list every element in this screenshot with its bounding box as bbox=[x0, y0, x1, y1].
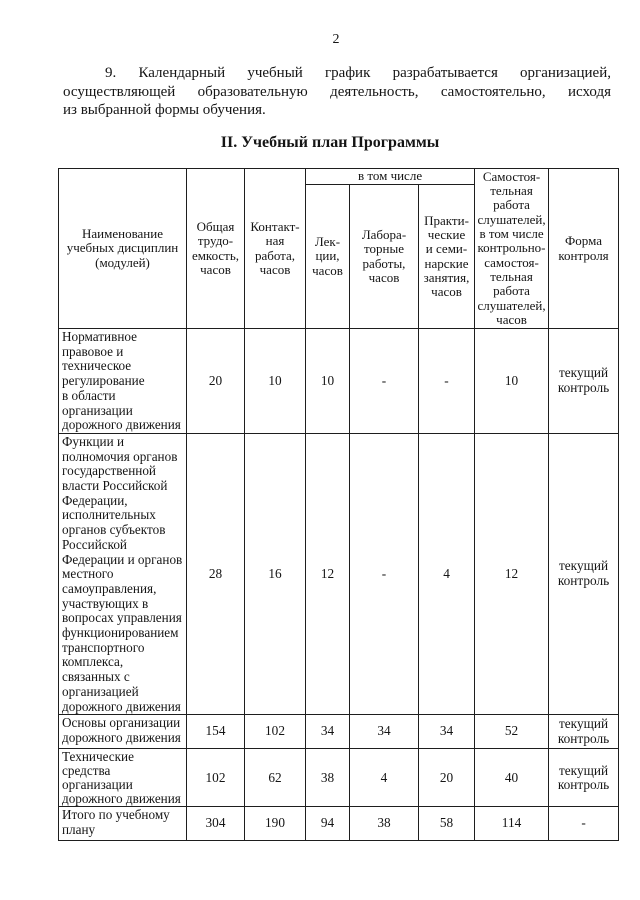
section-title: II. Учебный план Программы bbox=[220, 134, 440, 151]
cell-lab-hours: 4 bbox=[350, 749, 419, 807]
cell-control-form: текущий контроль bbox=[549, 329, 619, 434]
cell-discipline-name: Итого по учебному плану bbox=[59, 807, 187, 841]
table-row bbox=[59, 329, 619, 434]
cell-control-form: текущий контроль bbox=[549, 749, 619, 807]
cell-contact-hours: 62 bbox=[245, 749, 306, 807]
cell-practice-hours: 34 bbox=[419, 715, 475, 749]
cell-self-study-hours: 114 bbox=[475, 807, 549, 841]
header-control-form: Форма контроля bbox=[549, 169, 619, 329]
paragraph-line: 9. Календарный учебный график разрабатывается организацией, bbox=[105, 65, 611, 81]
cell-practice-hours: 58 bbox=[419, 807, 475, 841]
cell-discipline-name: Функции и полномочия органов государственной власти Российской Федерации, исполнительных органов субъектов Российской Федерации и органов местного самоуправления, участвующих в вопросах управления функционированием транспортного комплекса, связанных с организацией дорожного движения bbox=[59, 433, 187, 714]
cell-self-study-hours: 52 bbox=[475, 715, 549, 749]
header-lab-hours: Лабора- торные работы, часов bbox=[350, 185, 419, 329]
cell-total-hours: 28 bbox=[187, 433, 245, 714]
cell-self-study-hours: 40 bbox=[475, 749, 549, 807]
header-practice-hours: Практи- ческие и семи- нарские занятия, часов bbox=[419, 185, 475, 329]
cell-lecture-hours: 12 bbox=[306, 433, 350, 714]
paragraph-line: из выбранной формы обучения. bbox=[63, 102, 266, 118]
header-self-study-hours: Самостоя- тельная работа слушателей, в том числе контрольно- самостоя- тельная работа слушателей, часов bbox=[475, 169, 549, 329]
cell-total-hours: 154 bbox=[187, 715, 245, 749]
cell-control-form: текущий контроль bbox=[549, 715, 619, 749]
cell-control-form: - bbox=[549, 807, 619, 841]
table-row bbox=[59, 749, 619, 807]
table-row bbox=[59, 433, 619, 714]
cell-lecture-hours: 94 bbox=[306, 807, 350, 841]
cell-control-form: текущий контроль bbox=[549, 433, 619, 714]
cell-practice-hours: 4 bbox=[419, 433, 475, 714]
cell-contact-hours: 10 bbox=[245, 329, 306, 434]
cell-contact-hours: 102 bbox=[245, 715, 306, 749]
header-lecture-hours: Лек- ции, часов bbox=[306, 185, 350, 329]
cell-contact-hours: 190 bbox=[245, 807, 306, 841]
cell-lecture-hours: 10 bbox=[306, 329, 350, 434]
cell-self-study-hours: 10 bbox=[475, 329, 549, 434]
cell-contact-hours: 16 bbox=[245, 433, 306, 714]
cell-practice-hours: - bbox=[419, 329, 475, 434]
header-contact-hours: Контакт- ная работа, часов bbox=[245, 169, 306, 329]
cell-lab-hours: - bbox=[350, 433, 419, 714]
cell-lab-hours: 38 bbox=[350, 807, 419, 841]
cell-lecture-hours: 34 bbox=[306, 715, 350, 749]
cell-practice-hours: 20 bbox=[419, 749, 475, 807]
cell-total-hours: 304 bbox=[187, 807, 245, 841]
paragraph-line: осуществляющей образовательную деятельность, самостоятельно, исходя bbox=[63, 84, 611, 100]
cell-self-study-hours: 12 bbox=[475, 433, 549, 714]
header-total-hours: Общая трудо- емкость, часов bbox=[187, 169, 245, 329]
cell-lecture-hours: 38 bbox=[306, 749, 350, 807]
curriculum-table bbox=[58, 168, 619, 841]
cell-lab-hours: - bbox=[350, 329, 419, 434]
cell-discipline-name: Нормативное правовое и техническое регулирование в области организации дорожного движения bbox=[59, 329, 187, 434]
header-discipline-name: Наименование учебных дисциплин (модулей) bbox=[59, 169, 187, 329]
cell-discipline-name: Основы организации дорожного движения bbox=[59, 715, 187, 749]
cell-lab-hours: 34 bbox=[350, 715, 419, 749]
cell-total-hours: 20 bbox=[187, 329, 245, 434]
header-including: в том числе bbox=[306, 169, 475, 185]
cell-total-hours: 102 bbox=[187, 749, 245, 807]
page-number: 2 bbox=[332, 32, 340, 47]
cell-discipline-name: Технические средства организации дорожного движения bbox=[59, 749, 187, 807]
table-header-row bbox=[59, 169, 619, 185]
table-total-row bbox=[59, 807, 619, 841]
table-row bbox=[59, 715, 619, 749]
